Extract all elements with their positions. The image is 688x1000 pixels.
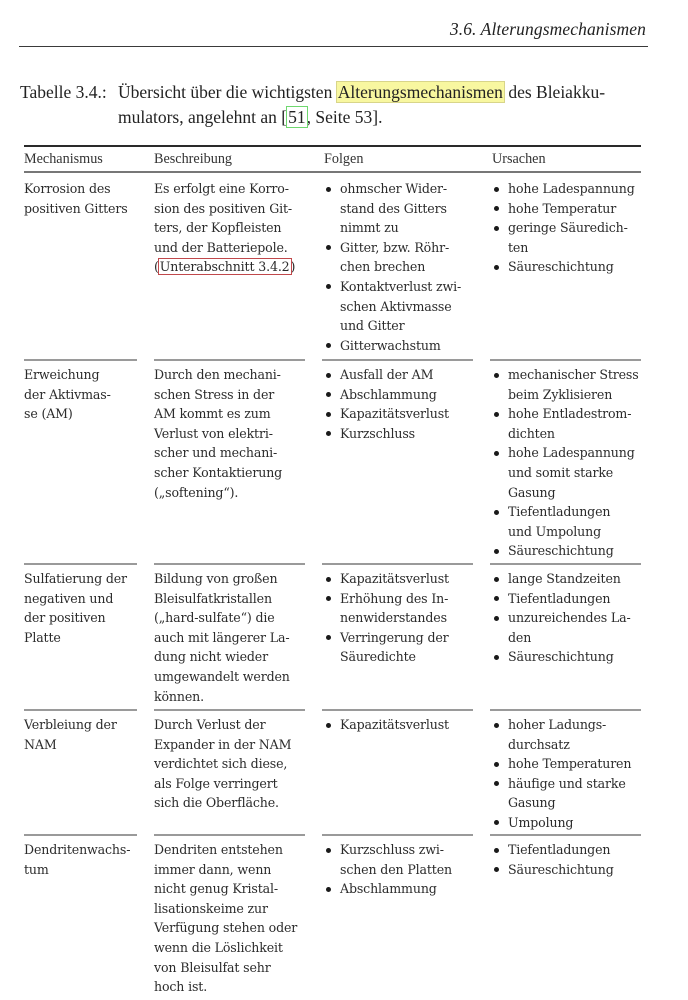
cell-ursachen [492,569,631,667]
cell-mechanismus [24,715,117,754]
list-item: Kurzschluss zwi- schen den Platten [324,840,452,879]
paren-open: ( [154,259,159,275]
row-separator [490,834,641,836]
text-line: von Bleisulfat sehr [154,959,271,975]
text-line: („hard-sulfate“) die [154,610,275,626]
caption-text-mid: des Bleiakku- mulators, angelehnt an [ [118,82,606,127]
list-item: Säureschichtung [492,541,639,561]
row-separator [24,709,137,711]
text-line: Durch Verlust der [154,717,266,732]
list-item: Säureschichtung [492,257,635,277]
row-separator [24,359,137,361]
cell-mechanismus [24,179,128,218]
cell-ursachen [492,840,614,879]
list-item: hoher Ladungs- durchsatz [492,715,631,754]
text-line: der Aktivmas- [24,386,111,402]
cell-folgen [324,365,449,443]
text-line: hoch ist. [154,979,208,995]
list-item: hohe Temperaturen [492,754,631,774]
text-line: immer dann, wenn [154,861,272,877]
text-line: negativen und [24,590,114,606]
caption-text-before: Übersicht über die wichtigsten [118,82,337,102]
text-line: wenn die Löslichkeit [154,939,283,955]
row-separator [154,709,305,711]
bullet-list [324,840,452,899]
text-line: Bildung von großen [154,571,278,586]
text-line: se (AM) [24,406,73,422]
running-head: 3.6. Alterungsmechanismen [449,19,646,39]
bullet-list [492,715,631,833]
text-line: tum [24,861,49,877]
cell-beschreibung [154,179,295,277]
list-item: Kapazitätsverlust [324,715,449,735]
text-line: Es erfolgt eine Korro- [154,181,289,196]
paren-close: ) [290,259,296,275]
bullet-list [492,365,639,561]
cell-beschreibung [154,840,297,997]
list-item: Erhöhung des In- nenwiderstandes [324,589,449,628]
caption-label: Tabelle 3.4.: [20,82,107,102]
text-line: Verlust von elektri- [154,425,273,441]
cell-beschreibung [154,569,290,706]
text-line: scher Kontaktierung [154,464,283,480]
list-item: hohe Ladespannung und somit starke Gasung [492,443,639,502]
text-line: Korrosion des [24,181,111,196]
list-item: unzureichendes La- den [492,608,631,647]
text-line: Expander in der NAM [154,736,292,752]
caption-body [118,80,650,130]
list-item: geringe Säuredich- ten [492,218,635,257]
row-separator [154,834,305,836]
cell-folgen [324,569,449,667]
text-line: scher und mechani- [154,445,278,461]
row-separator [322,359,473,361]
list-item: Umpolung [492,813,631,833]
cell-ursachen [492,179,635,277]
list-item: Tiefentladungen und Umpolung [492,502,639,541]
text-line: lisationskeime zur [154,900,268,916]
list-item: Abschlammung [324,879,452,899]
text-line: Dendriten entstehen [154,842,283,857]
cell-mechanismus [24,569,127,647]
table-mid-rule [24,171,641,173]
text-line: Sulfatierung der [24,571,127,586]
bullet-list [492,840,614,879]
list-item: häufige und starke Gasung [492,774,631,813]
bullet-list [324,569,449,667]
list-item: Säureschichtung [492,860,614,880]
text-line: Durch den mechani- [154,367,281,382]
row-separator [154,359,305,361]
list-item: Tiefentladungen [492,589,631,609]
list-item: Abschlammung [324,385,449,405]
row-separator [24,834,137,836]
list-item: Kurzschluss [324,424,449,444]
row-separator [322,834,473,836]
cell-mechanismus [24,840,130,879]
section-link[interactable]: Unterabschnitt 3.4.2 [159,259,290,275]
list-item: Gitterwachstum [324,336,461,356]
cell-beschreibung [154,715,291,813]
text-line: sion des positiven Git- [154,200,293,216]
cell-mechanismus [24,365,111,424]
text-line: schen Stress in der [154,386,275,402]
header-beschreibung: Beschreibung [154,151,233,167]
bullet-list [324,365,449,443]
text-line: NAM [24,736,57,752]
text-line: umgewandelt werden [154,668,290,684]
list-item: hohe Entladestrom- dichten [492,404,639,443]
list-item: Kontaktverlust zwi- schen Aktivmasse und Gitter [324,277,461,336]
cell-folgen [324,179,461,355]
cell-folgen [324,715,449,735]
text-line: und der Batteriepole. [154,239,288,255]
bullet-list [492,569,631,667]
text-line: auch mit längerer La- [154,629,290,645]
bullet-list [324,715,449,735]
text-line: können. [154,688,204,704]
list-item: hohe Ladespannung [492,179,635,199]
text-line: nicht genug Kristal- [154,881,278,897]
list-item: lange Standzeiten [492,569,631,589]
row-separator [490,563,641,565]
text-line: Erweichung [24,367,100,382]
text-line: ters, der Kopfleisten [154,220,282,236]
list-item: Kapazitätsverlust [324,404,449,424]
text-line: positiven Gitters [24,200,128,216]
list-item: mechanischer Stress beim Zyklisieren [492,365,639,404]
text-line: („softening“). [154,484,239,500]
table-top-rule [24,145,641,147]
cell-folgen [324,840,452,899]
section-reference [154,257,295,277]
text-line: Platte [24,629,61,645]
cell-ursachen [492,365,639,561]
text-line: Dendritenwachs- [24,842,131,857]
header-folgen: Folgen [324,151,364,167]
text-line: Bleisulfatkristallen [154,590,272,606]
row-separator [154,563,305,565]
row-separator [322,563,473,565]
cell-ursachen [492,715,631,833]
citation-link[interactable]: 51 [288,107,306,127]
list-item: Verringerung der Säuredichte [324,628,449,667]
caption-text-after: , Seite 53]. [306,107,383,127]
row-separator [490,359,641,361]
row-separator [322,709,473,711]
row-separator [490,709,641,711]
highlighted-term[interactable]: Alterungsmechanismen [337,82,503,102]
text-line: AM kommt es zum [154,406,271,422]
bullet-list [492,179,635,277]
cell-beschreibung [154,365,282,502]
list-item: hohe Temperatur [492,199,635,219]
list-item: ohmscher Wider- stand des Gitters nimmt zu [324,179,461,238]
text-line: dung nicht wieder [154,649,268,665]
list-item: Kapazitätsverlust [324,569,449,589]
header-mechanismus: Mechanismus [24,151,103,167]
table-caption [20,80,650,130]
list-item: Tiefentladungen [492,840,614,860]
text-line: als Folge verringert [154,775,278,791]
bullet-list [324,179,461,355]
list-item: Gitter, bzw. Röhr- chen brechen [324,238,461,277]
list-item: Ausfall der AM [324,365,449,385]
header-ursachen: Ursachen [492,151,546,167]
list-item: Säureschichtung [492,647,631,667]
text-line: verdichtet sich diese, [154,756,288,772]
text-line: der positiven [24,610,106,626]
text-line: Verfügung stehen oder [154,920,298,936]
text-line: sich die Oberfläche. [154,795,279,811]
text-line: Verbleiung der [24,717,117,732]
row-separator [24,563,137,565]
header-rule [19,46,648,47]
